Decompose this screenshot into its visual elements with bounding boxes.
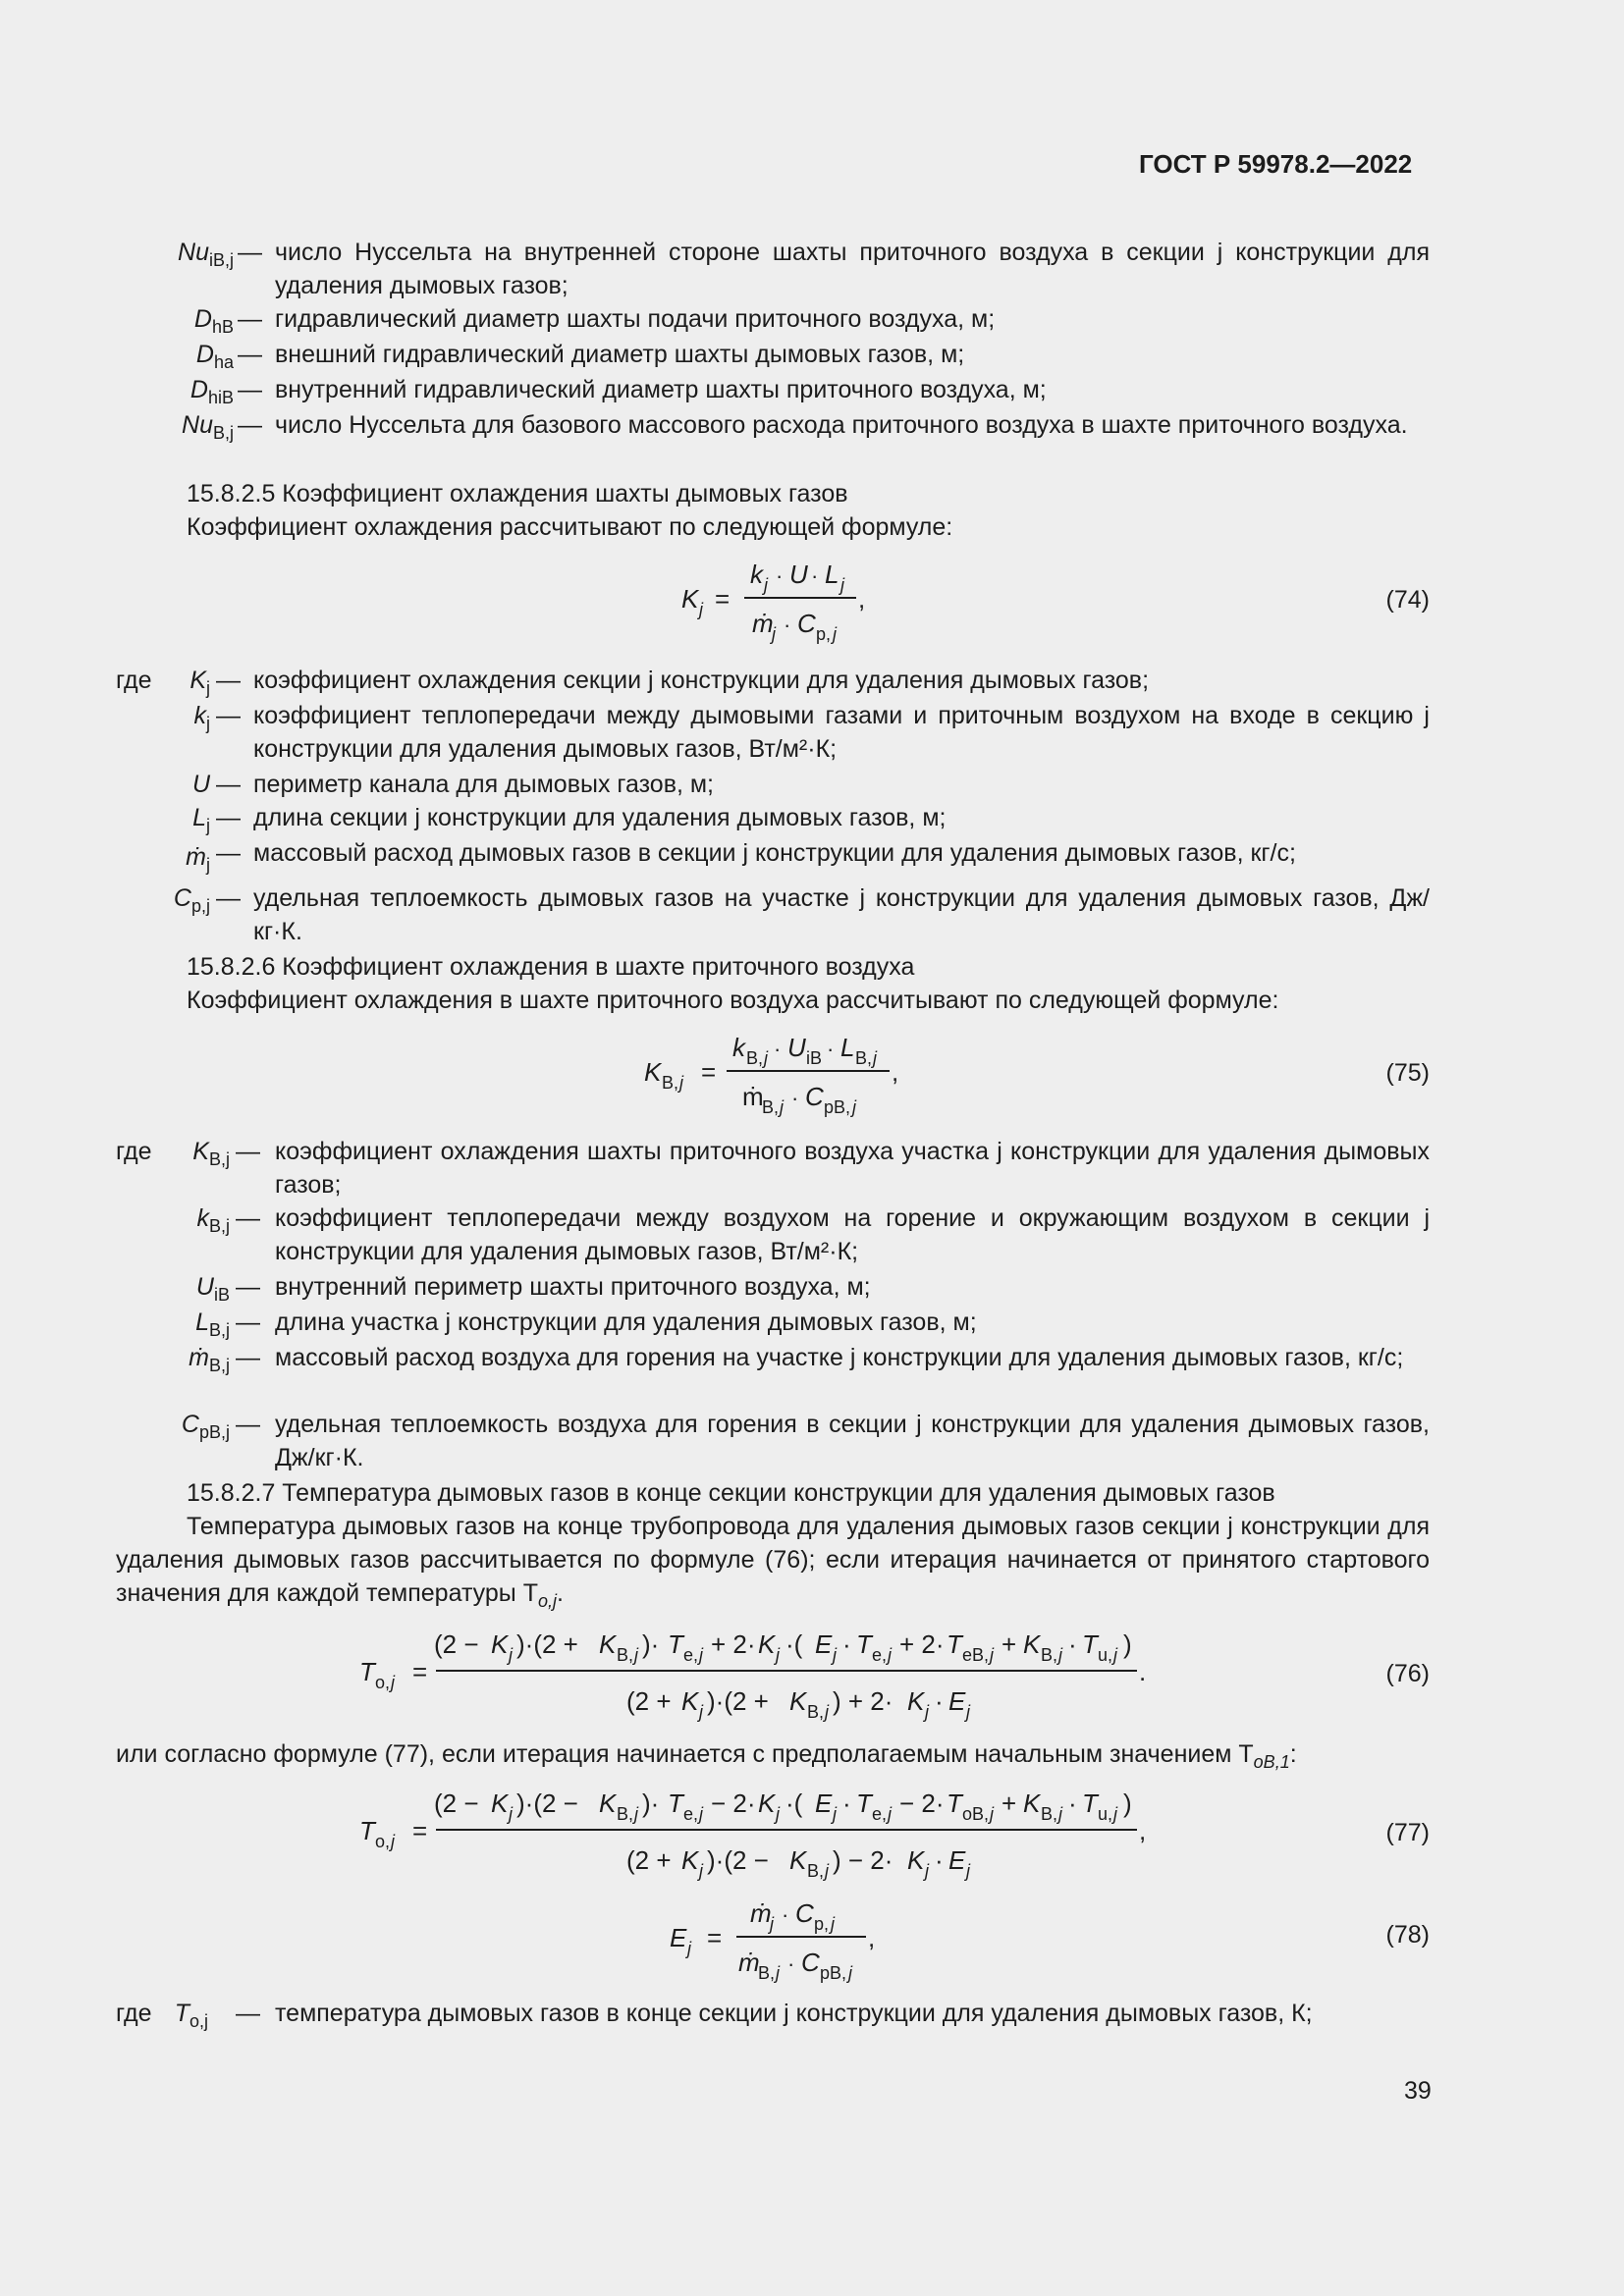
def-symbol: $L_{B,j}$ bbox=[195, 1308, 230, 1340]
svg-text:T: T bbox=[668, 1629, 683, 1659]
svg-text:ṁ: ṁ bbox=[750, 1898, 772, 1928]
svg-text:K: K bbox=[789, 1686, 807, 1716]
def-symbol: $K_{B,j}$ bbox=[192, 1138, 230, 1169]
svg-text:iB: iB bbox=[806, 1048, 823, 1068]
page-number: 39 bbox=[1404, 2077, 1432, 2105]
svg-text:): ) bbox=[1123, 1629, 1132, 1659]
def-symbol: U bbox=[191, 771, 210, 798]
svg-text:L: L bbox=[825, 560, 839, 589]
def-dash: — bbox=[216, 702, 241, 729]
svg-text:j: j bbox=[840, 575, 844, 595]
document-id: ГОСТ Р 59978.2—2022 bbox=[1139, 149, 1413, 179]
svg-text:=: = bbox=[701, 1057, 717, 1087]
svg-text:u,: u, bbox=[1098, 1804, 1113, 1824]
svg-text:K: K bbox=[681, 1686, 699, 1716]
svg-text:·: · bbox=[784, 613, 791, 637]
svg-text:·: · bbox=[791, 1086, 799, 1110]
svg-text:− 2·: − 2· bbox=[711, 1789, 756, 1818]
def-text: температура дымовых газов в конце секции j конструкции для удаления дымовых газов, К; bbox=[275, 2000, 1313, 2027]
svg-text:+: + bbox=[1001, 1629, 1017, 1659]
svg-text:(2 −: (2 − bbox=[434, 1629, 479, 1659]
def-text: длина участка j конструкции для удаления дымовых газов, м; bbox=[275, 1308, 977, 1336]
svg-text:·: · bbox=[1068, 1629, 1077, 1659]
def-text: удельная теплоемкость воздуха для горения в секции j конструкции для удаления дымовых газов, Дж/кг·К. bbox=[275, 1411, 1430, 1471]
svg-text:T: T bbox=[947, 1789, 962, 1818]
svg-text:j: j bbox=[990, 1645, 994, 1665]
def-symbol: $D_{ha}$ bbox=[195, 341, 234, 372]
svg-text:)·: )· bbox=[642, 1629, 660, 1659]
def-dash: — bbox=[216, 771, 241, 798]
svg-text:·: · bbox=[1068, 1789, 1077, 1818]
svg-text:T: T bbox=[359, 1657, 375, 1686]
svg-text:j: j bbox=[888, 1645, 892, 1665]
svg-text:,: , bbox=[1139, 1816, 1147, 1845]
svg-text:ṁ: ṁ bbox=[752, 609, 774, 638]
svg-text:=: = bbox=[715, 584, 731, 614]
svg-text:j: j bbox=[966, 1861, 970, 1881]
svg-text:=: = bbox=[707, 1923, 723, 1952]
def-text: внутренний периметр шахты приточного воздуха, м; bbox=[275, 1273, 871, 1301]
svg-text:)·(2 +: )·(2 + bbox=[516, 1629, 578, 1659]
formula-75 bbox=[638, 1025, 952, 1123]
svg-text:k: k bbox=[750, 560, 763, 589]
svg-text:e,: e, bbox=[683, 1645, 699, 1665]
svg-text:K: K bbox=[907, 1686, 925, 1716]
svg-text:e,: e, bbox=[872, 1804, 888, 1824]
equation-number: (75) bbox=[1385, 1059, 1430, 1087]
def-dash: — bbox=[238, 239, 262, 266]
svg-text:j: j bbox=[391, 1832, 395, 1851]
svg-text:j: j bbox=[825, 1861, 829, 1881]
def-text: коэффициент охлаждения секции j конструкции для удаления дымовых газов; bbox=[253, 667, 1150, 694]
def-symbol: $L_j$ bbox=[192, 804, 210, 835]
formula-78 bbox=[668, 1891, 903, 1989]
svg-text:C: C bbox=[797, 609, 816, 638]
def-symbol: $k_j$ bbox=[193, 702, 210, 733]
svg-text:·(: ·( bbox=[785, 1629, 803, 1659]
svg-text:C: C bbox=[805, 1082, 824, 1111]
svg-text:B,: B, bbox=[807, 1702, 825, 1722]
def-symbol: ṁ$_j$ bbox=[186, 843, 210, 875]
section-title: 15.8.2.6 Коэффициент охлаждения в шахте приточного воздуха bbox=[187, 953, 915, 981]
def-dash: — bbox=[238, 411, 262, 439]
svg-text:j: j bbox=[888, 1804, 892, 1824]
svg-text:·: · bbox=[787, 1951, 795, 1976]
def-symbol: $Nu_{B,j}$ bbox=[182, 411, 234, 443]
svg-text:K: K bbox=[1023, 1789, 1041, 1818]
svg-text:j: j bbox=[780, 1097, 784, 1117]
svg-text:j: j bbox=[699, 1804, 703, 1824]
def-text: гидравлический диаметр шахты подачи приточного воздуха, м; bbox=[275, 305, 996, 333]
section-title: 15.8.2.5 Коэффициент охлаждения шахты дымовых газов bbox=[187, 480, 848, 507]
paragraph: или согласно формуле (77), если итерация начинается с предполагаемым начальным значением $T_{oB,1}$: bbox=[116, 1740, 1297, 1772]
svg-text:·: · bbox=[776, 563, 784, 588]
svg-text:B,: B, bbox=[617, 1645, 634, 1665]
svg-text:j: j bbox=[1058, 1645, 1062, 1665]
svg-text:j: j bbox=[776, 1963, 780, 1983]
svg-text:o,: o, bbox=[375, 1673, 391, 1692]
svg-text:ṁ: ṁ bbox=[738, 1948, 760, 1977]
svg-text:K: K bbox=[644, 1057, 662, 1087]
svg-text:K: K bbox=[681, 1845, 699, 1875]
svg-text:u,: u, bbox=[1098, 1645, 1113, 1665]
svg-text:T: T bbox=[359, 1816, 375, 1845]
svg-text:) − 2·: ) − 2· bbox=[833, 1845, 893, 1875]
svg-text:j: j bbox=[699, 600, 703, 619]
svg-text:j: j bbox=[679, 1073, 683, 1093]
svg-text:B,: B, bbox=[1041, 1645, 1058, 1665]
svg-text:) + 2·: ) + 2· bbox=[833, 1686, 893, 1716]
def-text: удельная теплоемкость дымовых газов на участке j конструкции для удаления дымовых газов, Дж/кг·К. bbox=[253, 884, 1430, 945]
svg-text:U: U bbox=[787, 1033, 806, 1062]
svg-text:B,: B, bbox=[746, 1048, 764, 1068]
svg-text:j: j bbox=[990, 1804, 994, 1824]
def-symbol: $D_{hB}$ bbox=[193, 305, 234, 337]
def-symbol: $T_{o,j}$ bbox=[174, 2000, 208, 2031]
svg-text:)·(2 −: )·(2 − bbox=[707, 1845, 769, 1875]
svg-text:C: C bbox=[801, 1948, 820, 1977]
svg-text:,: , bbox=[858, 584, 866, 614]
svg-text:·: · bbox=[782, 1902, 789, 1927]
def-symbol: $K_j$ bbox=[189, 667, 210, 698]
svg-text:E: E bbox=[948, 1845, 966, 1875]
svg-text:j: j bbox=[848, 1963, 852, 1983]
svg-text:e,: e, bbox=[683, 1804, 699, 1824]
def-dash: — bbox=[216, 804, 241, 831]
svg-text:,: , bbox=[892, 1057, 899, 1087]
svg-text:T: T bbox=[856, 1629, 872, 1659]
svg-text:·: · bbox=[935, 1845, 944, 1875]
svg-text:E: E bbox=[948, 1686, 966, 1716]
def-dash: — bbox=[216, 667, 241, 694]
svg-text:+ 2·: + 2· bbox=[899, 1629, 945, 1659]
svg-text:ṁ: ṁ bbox=[742, 1082, 764, 1111]
svg-text:j: j bbox=[509, 1804, 513, 1824]
svg-text:,: , bbox=[868, 1923, 876, 1952]
svg-text:e,: e, bbox=[872, 1645, 888, 1665]
def-dash: — bbox=[216, 884, 241, 912]
svg-text:K: K bbox=[681, 584, 699, 614]
def-text: внутренний гидравлический диаметр шахты приточного воздуха, м; bbox=[275, 376, 1047, 403]
def-text: коэффициент охлаждения шахты приточного воздуха участка j конструкции для удаления дымовых газов; bbox=[275, 1138, 1430, 1199]
svg-text:j: j bbox=[833, 1645, 837, 1665]
def-dash: — bbox=[236, 1344, 260, 1371]
where-label: где bbox=[116, 1138, 152, 1165]
svg-text:·: · bbox=[774, 1037, 782, 1061]
svg-text:·: · bbox=[811, 563, 819, 588]
def-symbol: $k_{B,j}$ bbox=[196, 1204, 230, 1236]
svg-text:T: T bbox=[947, 1629, 962, 1659]
def-dash: — bbox=[236, 1273, 260, 1301]
svg-text:j: j bbox=[831, 1914, 835, 1934]
svg-text:j: j bbox=[764, 1048, 768, 1068]
svg-text:·: · bbox=[842, 1789, 851, 1818]
paragraph: Температура дымовых газов на конце трубопровода для удаления дымовых газов секции j конструкции для удаления дымовых газов рассчитывается по формуле (76); если итерация начинается от принятого стартового значения для каждой температуры $T_{o,j}$. bbox=[116, 1513, 1430, 1611]
svg-text:K: K bbox=[758, 1629, 776, 1659]
svg-text:E: E bbox=[670, 1923, 687, 1952]
def-dash: — bbox=[238, 376, 262, 403]
svg-text:j: j bbox=[764, 575, 768, 595]
svg-text:j: j bbox=[1113, 1645, 1117, 1665]
svg-text:): ) bbox=[1123, 1789, 1132, 1818]
def-symbol: $C_{p,j}$ bbox=[173, 884, 210, 916]
def-dash: — bbox=[236, 1138, 260, 1165]
svg-text:T: T bbox=[1082, 1629, 1098, 1659]
svg-text:B,: B, bbox=[758, 1963, 776, 1983]
svg-text:o,: o, bbox=[375, 1832, 391, 1851]
svg-text:pB,: pB, bbox=[824, 1097, 851, 1117]
svg-text:K: K bbox=[491, 1629, 509, 1659]
def-text: длина секции j конструкции для удаления дымовых газов, м; bbox=[253, 804, 947, 831]
where-label: где bbox=[116, 2000, 152, 2027]
svg-text:)·(2 +: )·(2 + bbox=[707, 1686, 769, 1716]
svg-text:j: j bbox=[833, 624, 837, 644]
svg-text:T: T bbox=[856, 1789, 872, 1818]
def-symbol: $U_{iB}$ bbox=[195, 1273, 230, 1305]
svg-text:j: j bbox=[873, 1048, 877, 1068]
svg-text:oB,: oB, bbox=[962, 1804, 990, 1824]
svg-text:j: j bbox=[852, 1097, 856, 1117]
svg-text:j: j bbox=[772, 624, 776, 644]
def-dash: — bbox=[216, 839, 241, 867]
formula-76 bbox=[353, 1620, 1198, 1728]
svg-text:B,: B, bbox=[662, 1073, 679, 1093]
svg-text:j: j bbox=[1058, 1804, 1062, 1824]
svg-text:C: C bbox=[795, 1898, 814, 1928]
def-text: периметр канала для дымовых газов, м; bbox=[253, 771, 714, 798]
svg-text:E: E bbox=[815, 1629, 833, 1659]
svg-text:j: j bbox=[966, 1702, 970, 1722]
svg-text:U: U bbox=[789, 560, 808, 589]
svg-text:p,: p, bbox=[814, 1914, 830, 1934]
svg-text:k: k bbox=[732, 1033, 745, 1062]
svg-text:L: L bbox=[840, 1033, 855, 1062]
svg-text:·(: ·( bbox=[785, 1789, 803, 1818]
where-label: где bbox=[116, 667, 152, 694]
svg-text:K: K bbox=[599, 1629, 617, 1659]
equation-number: (74) bbox=[1385, 586, 1430, 614]
svg-text:B,: B, bbox=[807, 1861, 825, 1881]
svg-text:eB,: eB, bbox=[962, 1645, 990, 1665]
svg-text:B,: B, bbox=[762, 1097, 780, 1117]
svg-text:+ 2·: + 2· bbox=[711, 1629, 756, 1659]
def-text: число Нуссельта для базового массового расхода приточного воздуха в шахте приточного воздуха. bbox=[275, 411, 1408, 439]
formula-77 bbox=[353, 1779, 1198, 1887]
svg-text:pB,: pB, bbox=[820, 1963, 847, 1983]
svg-text:T: T bbox=[668, 1789, 683, 1818]
equation-number: (77) bbox=[1385, 1819, 1430, 1846]
def-dash: — bbox=[238, 305, 262, 333]
svg-text:T: T bbox=[1082, 1789, 1098, 1818]
def-dash: — bbox=[236, 1204, 260, 1232]
paragraph: Коэффициент охлаждения в шахте приточного воздуха рассчитывают по следующей формуле: bbox=[187, 987, 1279, 1014]
svg-text:B,: B, bbox=[855, 1048, 873, 1068]
svg-text:j: j bbox=[509, 1645, 513, 1665]
svg-text:j: j bbox=[776, 1645, 780, 1665]
svg-text:K: K bbox=[907, 1845, 925, 1875]
svg-text:(2 +: (2 + bbox=[626, 1686, 672, 1716]
svg-text:·: · bbox=[827, 1037, 835, 1061]
def-dash: — bbox=[236, 2000, 260, 2027]
svg-text:)·: )· bbox=[642, 1789, 660, 1818]
svg-text:B,: B, bbox=[1041, 1804, 1058, 1824]
svg-text:)·(2 −: )·(2 − bbox=[516, 1789, 578, 1818]
equation-number: (76) bbox=[1385, 1660, 1430, 1687]
def-text: коэффициент теплопередачи между дымовыми газами и приточным воздухом на входе в секцию j конструкции для удаления дымовых газов, Вт/м²·К; bbox=[253, 702, 1430, 763]
svg-text:j: j bbox=[1113, 1804, 1117, 1824]
svg-text:=: = bbox=[412, 1657, 428, 1686]
svg-text:=: = bbox=[412, 1816, 428, 1845]
svg-text:j: j bbox=[770, 1914, 774, 1934]
equation-number: (78) bbox=[1385, 1921, 1430, 1949]
svg-text:B,: B, bbox=[617, 1804, 634, 1824]
svg-text:.: . bbox=[1139, 1657, 1147, 1686]
def-symbol: ṁ$_{B,j}$ bbox=[189, 1344, 230, 1375]
def-text: массовый расход дымовых газов в секции j конструкции для удаления дымовых газов, кг/с; bbox=[253, 839, 1296, 867]
svg-text:j: j bbox=[634, 1645, 638, 1665]
svg-text:j: j bbox=[833, 1804, 837, 1824]
svg-text:j: j bbox=[687, 1939, 691, 1958]
svg-text:K: K bbox=[491, 1789, 509, 1818]
svg-text:j: j bbox=[925, 1702, 929, 1722]
svg-text:K: K bbox=[789, 1845, 807, 1875]
svg-text:j: j bbox=[391, 1673, 395, 1692]
svg-text:K: K bbox=[1023, 1629, 1041, 1659]
svg-text:j: j bbox=[825, 1702, 829, 1722]
section-title: 15.8.2.7 Температура дымовых газов в конце секции конструкции для удаления дымовых газов bbox=[187, 1479, 1275, 1507]
def-symbol: $Nu_{iB,j}$ bbox=[178, 239, 234, 270]
svg-text:·: · bbox=[842, 1629, 851, 1659]
def-symbol: $C_{pB,j}$ bbox=[181, 1411, 230, 1442]
svg-text:j: j bbox=[699, 1861, 703, 1881]
def-dash: — bbox=[236, 1308, 260, 1336]
svg-text:j: j bbox=[925, 1861, 929, 1881]
formula-74 bbox=[668, 552, 923, 650]
svg-text:j: j bbox=[699, 1702, 703, 1722]
paragraph: Коэффициент охлаждения рассчитывают по следующей формуле: bbox=[187, 513, 953, 541]
def-dash: — bbox=[236, 1411, 260, 1438]
def-text: массовый расход воздуха для горения на участке j конструкции для удаления дымовых газов, кг/с; bbox=[275, 1344, 1404, 1371]
svg-text:j: j bbox=[634, 1804, 638, 1824]
svg-text:(2 −: (2 − bbox=[434, 1789, 479, 1818]
svg-text:K: K bbox=[758, 1789, 776, 1818]
svg-text:·: · bbox=[935, 1686, 944, 1716]
def-text: число Нуссельта на внутренней стороне шахты приточного воздуха в секции j конструкции для удаления дымовых газов; bbox=[275, 239, 1430, 299]
svg-text:p,: p, bbox=[816, 624, 832, 644]
svg-text:j: j bbox=[776, 1804, 780, 1824]
def-text: внешний гидравлический диаметр шахты дымовых газов, м; bbox=[275, 341, 965, 368]
svg-text:+: + bbox=[1001, 1789, 1017, 1818]
svg-text:(2 +: (2 + bbox=[626, 1845, 672, 1875]
def-text: коэффициент теплопередачи между воздухом на горение и окружающим воздухом в секции j конструкции для удаления дымовых газов, Вт/м²·К; bbox=[275, 1204, 1430, 1265]
def-dash: — bbox=[238, 341, 262, 368]
svg-text:E: E bbox=[815, 1789, 833, 1818]
svg-text:K: K bbox=[599, 1789, 617, 1818]
def-symbol: $D_{hiB}$ bbox=[189, 376, 234, 407]
svg-text:j: j bbox=[699, 1645, 703, 1665]
svg-text:− 2·: − 2· bbox=[899, 1789, 945, 1818]
